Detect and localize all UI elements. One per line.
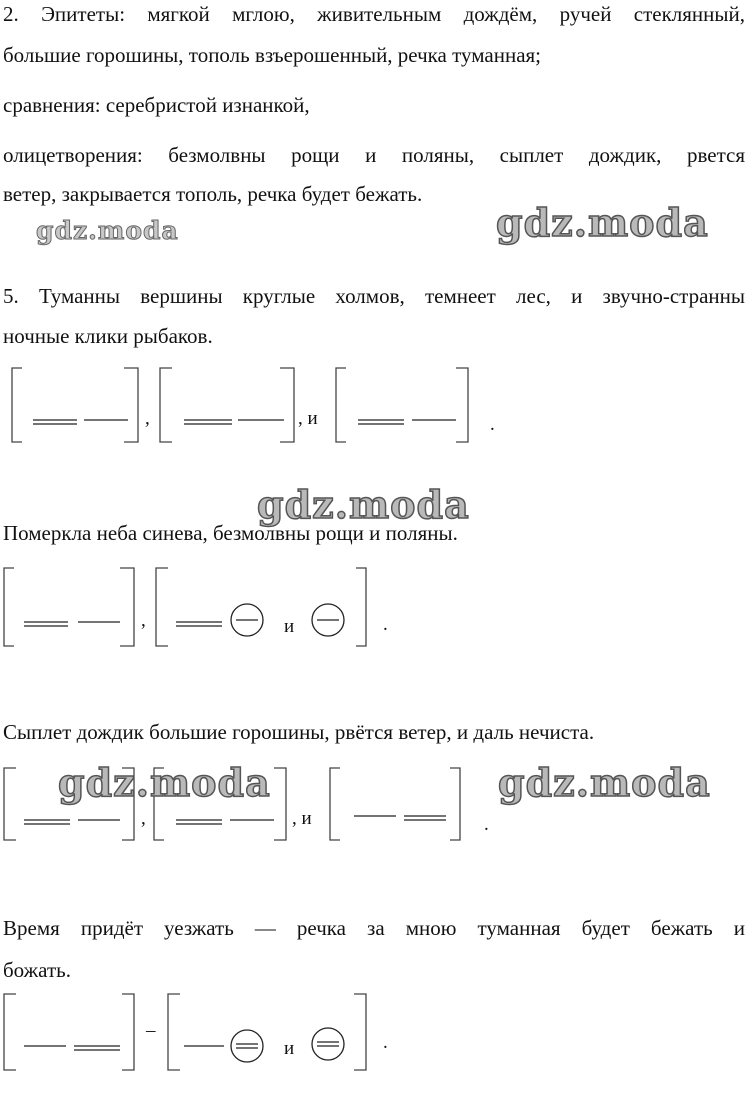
watermark: gdz.moda xyxy=(58,760,271,805)
text-line: 2. Эпитеты: мягкой мглою, живительным дождём, ручей стеклянный, xyxy=(3,2,745,26)
text-line: Время придёт уезжать — речка за мною туманная будет бежать и xyxy=(3,916,745,940)
comma-and: , и xyxy=(298,408,318,429)
bracket-right xyxy=(450,768,460,840)
comma-and: , и xyxy=(292,808,312,829)
bracket-right xyxy=(122,994,134,1070)
text-line: Сыплет дождик большие горошины, рвётся ветер, и даль нечиста. xyxy=(3,720,595,744)
comma: , xyxy=(145,408,150,429)
bracket-left xyxy=(4,994,16,1070)
dash: – xyxy=(146,1020,156,1041)
bracket-left xyxy=(4,568,14,646)
bracket-left xyxy=(12,368,22,442)
watermark: gdz.moda xyxy=(36,216,179,245)
sentence-scheme-1 xyxy=(0,360,748,450)
watermark: gdz.moda xyxy=(498,760,711,805)
bracket-right xyxy=(124,368,138,442)
bracket-right xyxy=(456,368,468,442)
bracket-left xyxy=(168,994,180,1070)
text-line: божать. xyxy=(3,958,71,982)
bracket-left xyxy=(336,368,346,442)
text-line: 5. Туманны вершины круглые холмов, темнеет лес, и звучно-странны xyxy=(3,284,745,308)
bracket-left xyxy=(156,568,168,646)
bracket-right xyxy=(120,568,134,646)
bracket-left xyxy=(160,368,172,442)
comma: , xyxy=(141,610,146,631)
watermark: gdz.moda xyxy=(496,200,709,245)
and: и xyxy=(284,1038,295,1059)
bracket-right xyxy=(356,568,366,646)
bracket-right xyxy=(274,768,286,840)
and: и xyxy=(284,616,295,637)
bracket-right xyxy=(280,368,294,442)
text-line: сравнения: серебристой изнанкой, xyxy=(3,93,310,117)
circle-predicate xyxy=(231,1030,263,1062)
circle-predicate xyxy=(312,1028,344,1060)
watermark: gdz.moda xyxy=(257,482,470,527)
period: . xyxy=(383,614,388,635)
text-line: ветер, закрывается тополь, речка будет бежать. xyxy=(3,182,423,206)
comma: , xyxy=(141,808,146,829)
sentence-scheme-2 xyxy=(0,560,748,652)
bracket-left xyxy=(330,768,340,840)
period: . xyxy=(490,414,495,435)
period: . xyxy=(484,814,489,835)
sentence-scheme-4 xyxy=(0,990,748,1082)
text-line: Померкла неба синева, безмолвны рощи и поляны. xyxy=(3,521,458,545)
bracket-left xyxy=(4,768,16,840)
text-line: большие горошины, тополь взъерошенный, речка туманная; xyxy=(3,43,542,67)
period: . xyxy=(383,1032,388,1053)
text-line: ночные клики рыбаков. xyxy=(3,324,213,348)
bracket-right xyxy=(354,994,366,1070)
text-line: олицетворения: безмолвны рощи и поляны, сыплет дождик, рвется xyxy=(3,143,745,167)
